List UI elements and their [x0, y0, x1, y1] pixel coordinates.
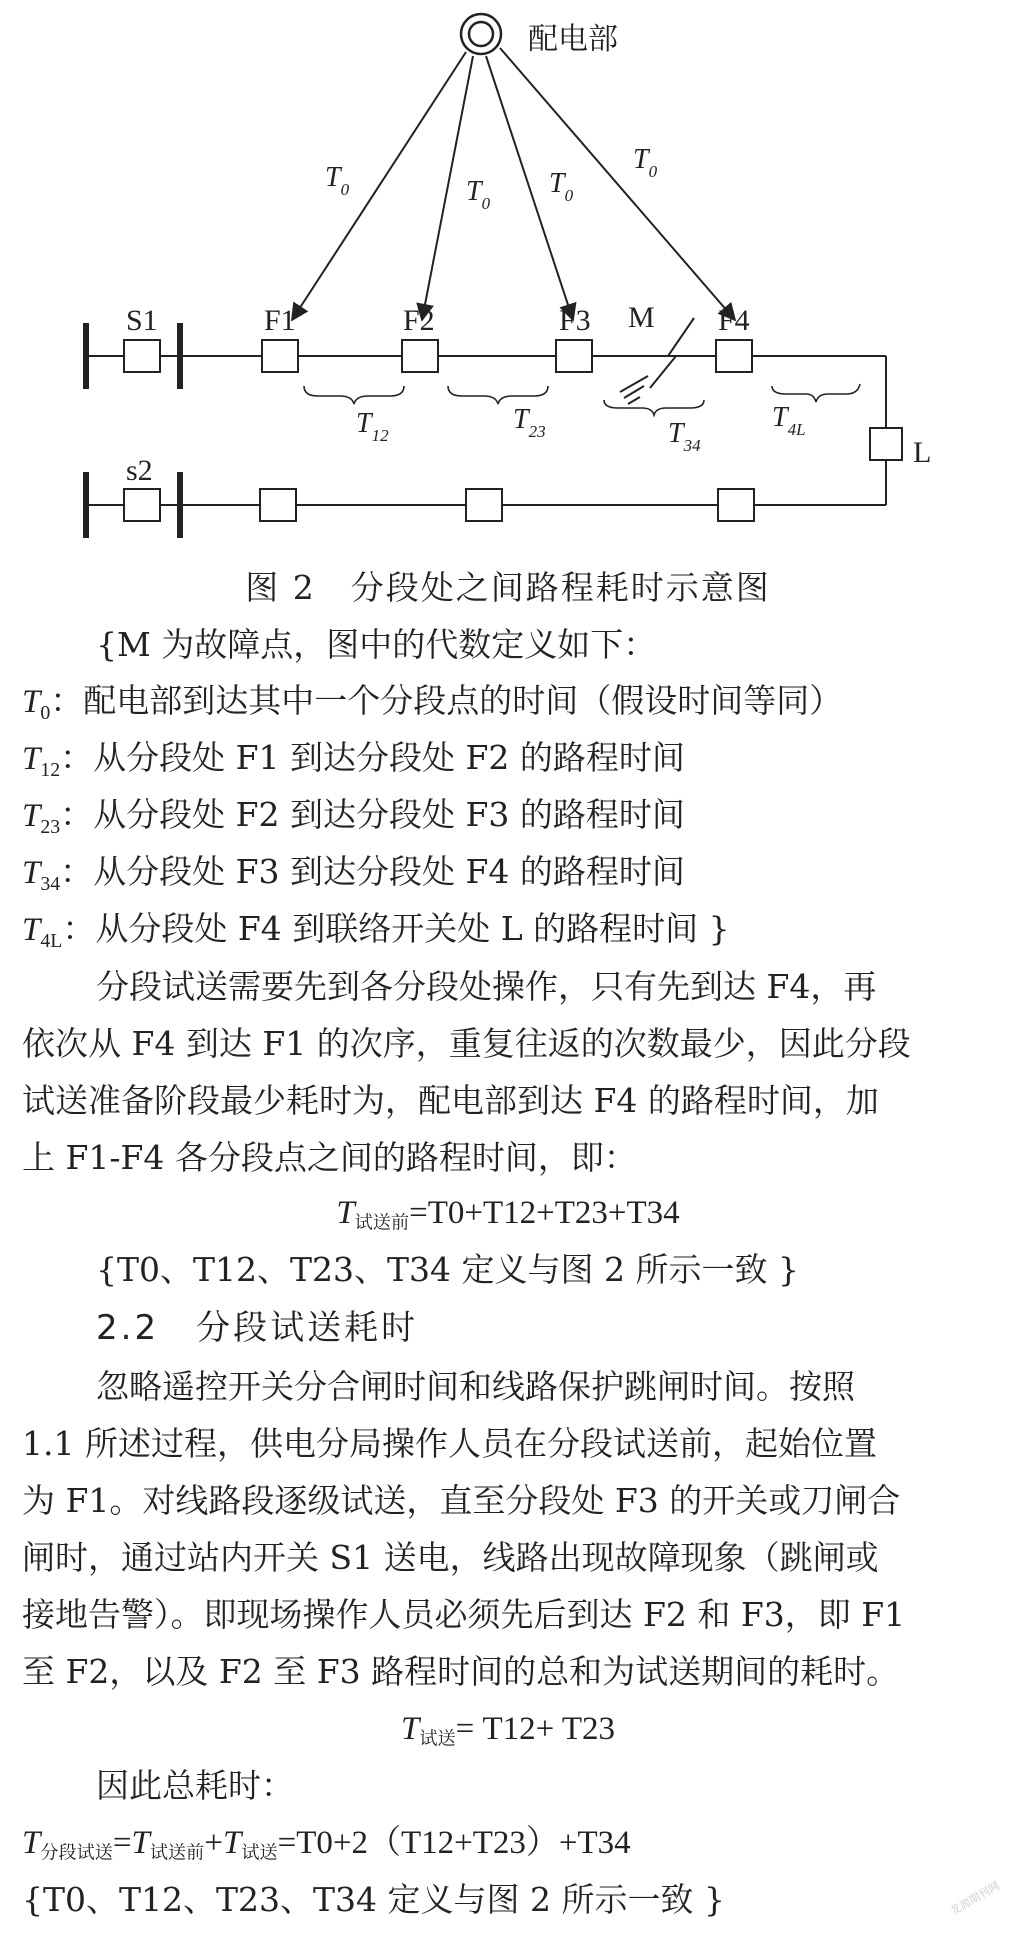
switch-f4 [716, 340, 752, 372]
label-t23: $T_{23}$ [513, 404, 546, 441]
label-l: L [913, 436, 932, 469]
section-heading: 2.2 分段试送耗时 [96, 1308, 419, 1348]
label-s2: s2 [126, 454, 153, 487]
note-2: {T0、T12、T23、T34 定义与图 2 所示一致 } [22, 1880, 725, 1919]
para2-line-2: 1.1 所述过程，供电分局操作人员在分段试送前，起始位置 [22, 1424, 877, 1463]
definition-t12: $T_{12}$：从分段处 F1 到达分段处 F2 的路程时间 [22, 738, 685, 781]
label-t12: $T_{12}$ [356, 408, 389, 445]
dispatch-arrows [292, 48, 735, 320]
watermark: 龙源期刊网 [947, 1879, 1002, 1918]
svg-text:T0: $T_0$ [466, 176, 491, 213]
distribution-center-label: 配电部 [528, 23, 618, 56]
definition-t23: $T_{23}$：从分段处 F2 到达分段处 F3 的路程时间 [22, 795, 685, 838]
t0-labels [325, 144, 658, 213]
label-t34: $T_{34}$ [668, 418, 701, 455]
label-f1: F1 [264, 304, 296, 337]
switch-lower-3 [718, 489, 754, 521]
switch-lower-1 [260, 489, 296, 521]
label-f3: F3 [559, 304, 591, 337]
para3: 因此总耗时： [96, 1766, 294, 1805]
switch-f3 [556, 340, 592, 372]
segment-travel-time-diagram [0, 0, 1016, 570]
label-f4: F4 [718, 304, 750, 337]
label-s1: S1 [126, 304, 158, 337]
switch-s1 [124, 340, 160, 372]
definition-t34: $T_{34}$：从分段处 F3 到达分段处 F4 的路程时间 [22, 852, 685, 895]
para2-line-5: 接地告警）。即现场操作人员必须先后到达 F2 和 F3，即 F1 [22, 1595, 906, 1634]
note-1: {T0、T12、T23、T34 定义与图 2 所示一致 } [96, 1250, 799, 1289]
para1-line-2: 依次从 F4 到达 F1 的次序，重复往返的次数最少，因此分段 [22, 1024, 911, 1063]
para2-line-6: 至 F2，以及 F2 至 F3 路程时间的总和为试送期间的耗时。 [22, 1652, 900, 1691]
switch-l [870, 428, 902, 460]
definition-t4l: $T_{4L}$：从分段处 F4 到联络开关处 L 的路程时间 } [22, 909, 730, 952]
para1-line-1: 分段试送需要先到各分段处操作，只有先到达 F4，再 [96, 967, 877, 1006]
svg-text:T0: $T_0$ [633, 144, 658, 181]
para2-line-3: 为 F1。对线路段逐级试送，直至分段处 F3 的开关或刀闸合 [22, 1481, 901, 1520]
para1-line-3: 试送准备阶段最少耗时为，配电部到达 F4 的路程时间，加 [22, 1081, 879, 1120]
svg-text:T0: $T_0$ [549, 168, 574, 205]
para1-line-4: 上 F1-F4 各分段点之间的路程时间，即： [22, 1138, 637, 1177]
para2-line-1: 忽略遥控开关分合闸时间和线路保护跳闸时间。按照 [96, 1367, 855, 1406]
label-t4l: $T_{4L}$ [772, 402, 806, 439]
para2-line-4: 闸时，通过站内开关 S1 送电，线路出现故障现象（跳闸或 [22, 1538, 879, 1577]
equation-2: T试送= T12+ T23 [400, 1711, 616, 1749]
label-f2: F2 [403, 304, 435, 337]
switch-lower-2 [466, 489, 502, 521]
upper-feeder-line [86, 356, 886, 505]
switch-s2 [124, 489, 160, 521]
equation-1: T试送前=T0+T12+T23+T34 [336, 1195, 680, 1233]
definition-t0: $T_0$：配电部到达其中一个分段点的时间（假设时间等同） [22, 681, 843, 724]
switch-f2 [402, 340, 438, 372]
svg-text:T0: $T_0$ [325, 162, 350, 199]
label-m: M [628, 301, 655, 334]
distribution-center-icon [461, 14, 501, 54]
segment-labels [356, 402, 806, 455]
equation-3: T分段试送=T试送前+T试送=T0+2（T12+T23）+T34 [22, 1825, 631, 1863]
figure-caption: 图 2 分段处之间路程耗时示意图 [245, 568, 771, 607]
switch-f1 [262, 340, 298, 372]
definitions-intro: {M 为故障点，图中的代数定义如下： [96, 625, 657, 664]
